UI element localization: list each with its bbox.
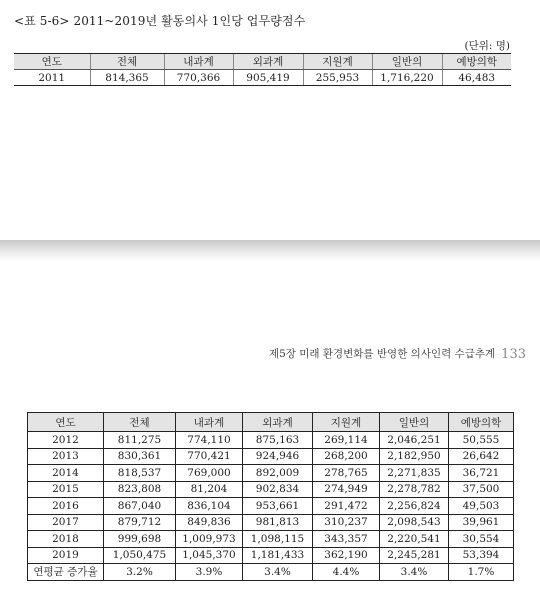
column-header: 지원계 xyxy=(313,413,380,432)
table-row xyxy=(28,564,514,581)
row-label-cell: 2012 xyxy=(28,432,104,449)
table-cell: 26,642 xyxy=(449,448,514,465)
table-cell: 343,357 xyxy=(313,531,380,548)
column-header: 내과계 xyxy=(164,54,233,70)
table-cell: 1,050,475 xyxy=(104,547,176,564)
row-label-cell: 2016 xyxy=(28,498,104,515)
table-row xyxy=(28,547,514,564)
table-cell: 879,712 xyxy=(104,514,176,531)
table-cell: 924,946 xyxy=(243,448,313,465)
row-label-cell: 연평균 증가율 xyxy=(28,564,104,581)
row-label-cell: 2017 xyxy=(28,514,104,531)
table-cell: 278,765 xyxy=(313,465,380,482)
table-cell: 310,237 xyxy=(313,514,380,531)
table-row xyxy=(28,498,514,515)
table-cell: 823,808 xyxy=(104,481,176,498)
row-label-cell: 2018 xyxy=(28,531,104,548)
row-label-cell: 2015 xyxy=(28,481,104,498)
table-cell: 81,204 xyxy=(176,481,243,498)
table-cell: 36,721 xyxy=(449,465,514,482)
table-cell: 770,421 xyxy=(176,448,243,465)
table-row xyxy=(28,432,514,449)
table-cell: 2,278,782 xyxy=(380,481,449,498)
table-cell: 2,220,541 xyxy=(380,531,449,548)
table-cell: 1.7% xyxy=(449,564,514,581)
page-number: 133 xyxy=(501,347,526,362)
table-cell: 37,500 xyxy=(449,481,514,498)
table-cell: 1,716,220 xyxy=(372,70,442,86)
table-cell: 39,961 xyxy=(449,514,514,531)
column-header: 일반의 xyxy=(372,54,442,70)
table-cell: 2,098,543 xyxy=(380,514,449,531)
table-cell: 3.9% xyxy=(176,564,243,581)
column-header: 외과계 xyxy=(233,54,303,70)
table-cell: 774,110 xyxy=(176,432,243,449)
table-row xyxy=(28,514,514,531)
table-cell: 255,953 xyxy=(303,70,372,86)
table-2011 xyxy=(14,53,511,86)
table-cell: 999,698 xyxy=(104,531,176,548)
column-header: 예방의학 xyxy=(442,54,511,70)
table-cell: 268,200 xyxy=(313,448,380,465)
table-cell: 836,104 xyxy=(176,498,243,515)
table-cell: 892,009 xyxy=(243,465,313,482)
table-cell: 50,555 xyxy=(449,432,514,449)
page-gutter xyxy=(0,240,540,262)
column-header: 연도 xyxy=(14,54,90,70)
table-cell: 46,483 xyxy=(442,70,511,86)
column-header: 예방의학 xyxy=(449,413,514,432)
table-header-row xyxy=(14,54,511,70)
table-cell: 769,000 xyxy=(176,465,243,482)
table-cell: 2,046,251 xyxy=(380,432,449,449)
row-label-cell: 2019 xyxy=(28,547,104,564)
table-caption: <표 5-6> 2011~2019년 활동의사 1인당 업무량점수 xyxy=(14,14,306,28)
table-cell: 905,419 xyxy=(233,70,303,86)
table-row xyxy=(28,531,514,548)
table-cell: 818,537 xyxy=(104,465,176,482)
table-cell: 269,114 xyxy=(313,432,380,449)
column-header: 지원계 xyxy=(303,54,372,70)
column-header: 연도 xyxy=(28,413,104,432)
table-row xyxy=(14,70,511,86)
chapter-title: 제5장 미래 환경변화를 반영한 의사인력 수급추계 xyxy=(268,348,496,360)
page-top xyxy=(0,0,540,240)
column-header: 일반의 xyxy=(380,413,449,432)
table-cell: 875,163 xyxy=(243,432,313,449)
table-cell: 2,182,950 xyxy=(380,448,449,465)
table-cell: 1,045,370 xyxy=(176,547,243,564)
column-header: 외과계 xyxy=(243,413,313,432)
table-cell: 953,661 xyxy=(243,498,313,515)
table-cell: 902,834 xyxy=(243,481,313,498)
table-cell: 981,813 xyxy=(243,514,313,531)
row-label-cell: 2011 xyxy=(14,70,90,86)
table-cell: 1,181,433 xyxy=(243,547,313,564)
row-label-cell: 2014 xyxy=(28,465,104,482)
table-row xyxy=(28,448,514,465)
table-row xyxy=(28,465,514,482)
table-cell: 849,836 xyxy=(176,514,243,531)
table-cell: 1,009,973 xyxy=(176,531,243,548)
table-cell: 3.2% xyxy=(104,564,176,581)
table-cell: 30,554 xyxy=(449,531,514,548)
table-cell: 867,040 xyxy=(104,498,176,515)
table-cell: 53,394 xyxy=(449,547,514,564)
table-2012-2019 xyxy=(27,412,514,581)
table-cell: 4.4% xyxy=(313,564,380,581)
table-row xyxy=(28,481,514,498)
table-cell: 362,190 xyxy=(313,547,380,564)
running-head xyxy=(269,346,526,362)
table-cell: 49,503 xyxy=(449,498,514,515)
table-cell: 291,472 xyxy=(313,498,380,515)
column-header: 내과계 xyxy=(176,413,243,432)
table-cell: 814,365 xyxy=(90,70,164,86)
table-cell: 811,275 xyxy=(104,432,176,449)
table-cell: 3.4% xyxy=(243,564,313,581)
table-cell: 830,361 xyxy=(104,448,176,465)
row-label-cell: 2013 xyxy=(28,448,104,465)
unit-note: (단위: 명) xyxy=(464,40,510,52)
column-header: 전체 xyxy=(104,413,176,432)
table-cell: 770,366 xyxy=(164,70,233,86)
table-cell: 274,949 xyxy=(313,481,380,498)
table-cell: 1,098,115 xyxy=(243,531,313,548)
table-cell: 3.4% xyxy=(380,564,449,581)
table-cell: 2,271,835 xyxy=(380,465,449,482)
table-cell: 2,245,281 xyxy=(380,547,449,564)
table-cell: 2,256,824 xyxy=(380,498,449,515)
column-header: 전체 xyxy=(90,54,164,70)
table-header-row xyxy=(28,413,514,432)
